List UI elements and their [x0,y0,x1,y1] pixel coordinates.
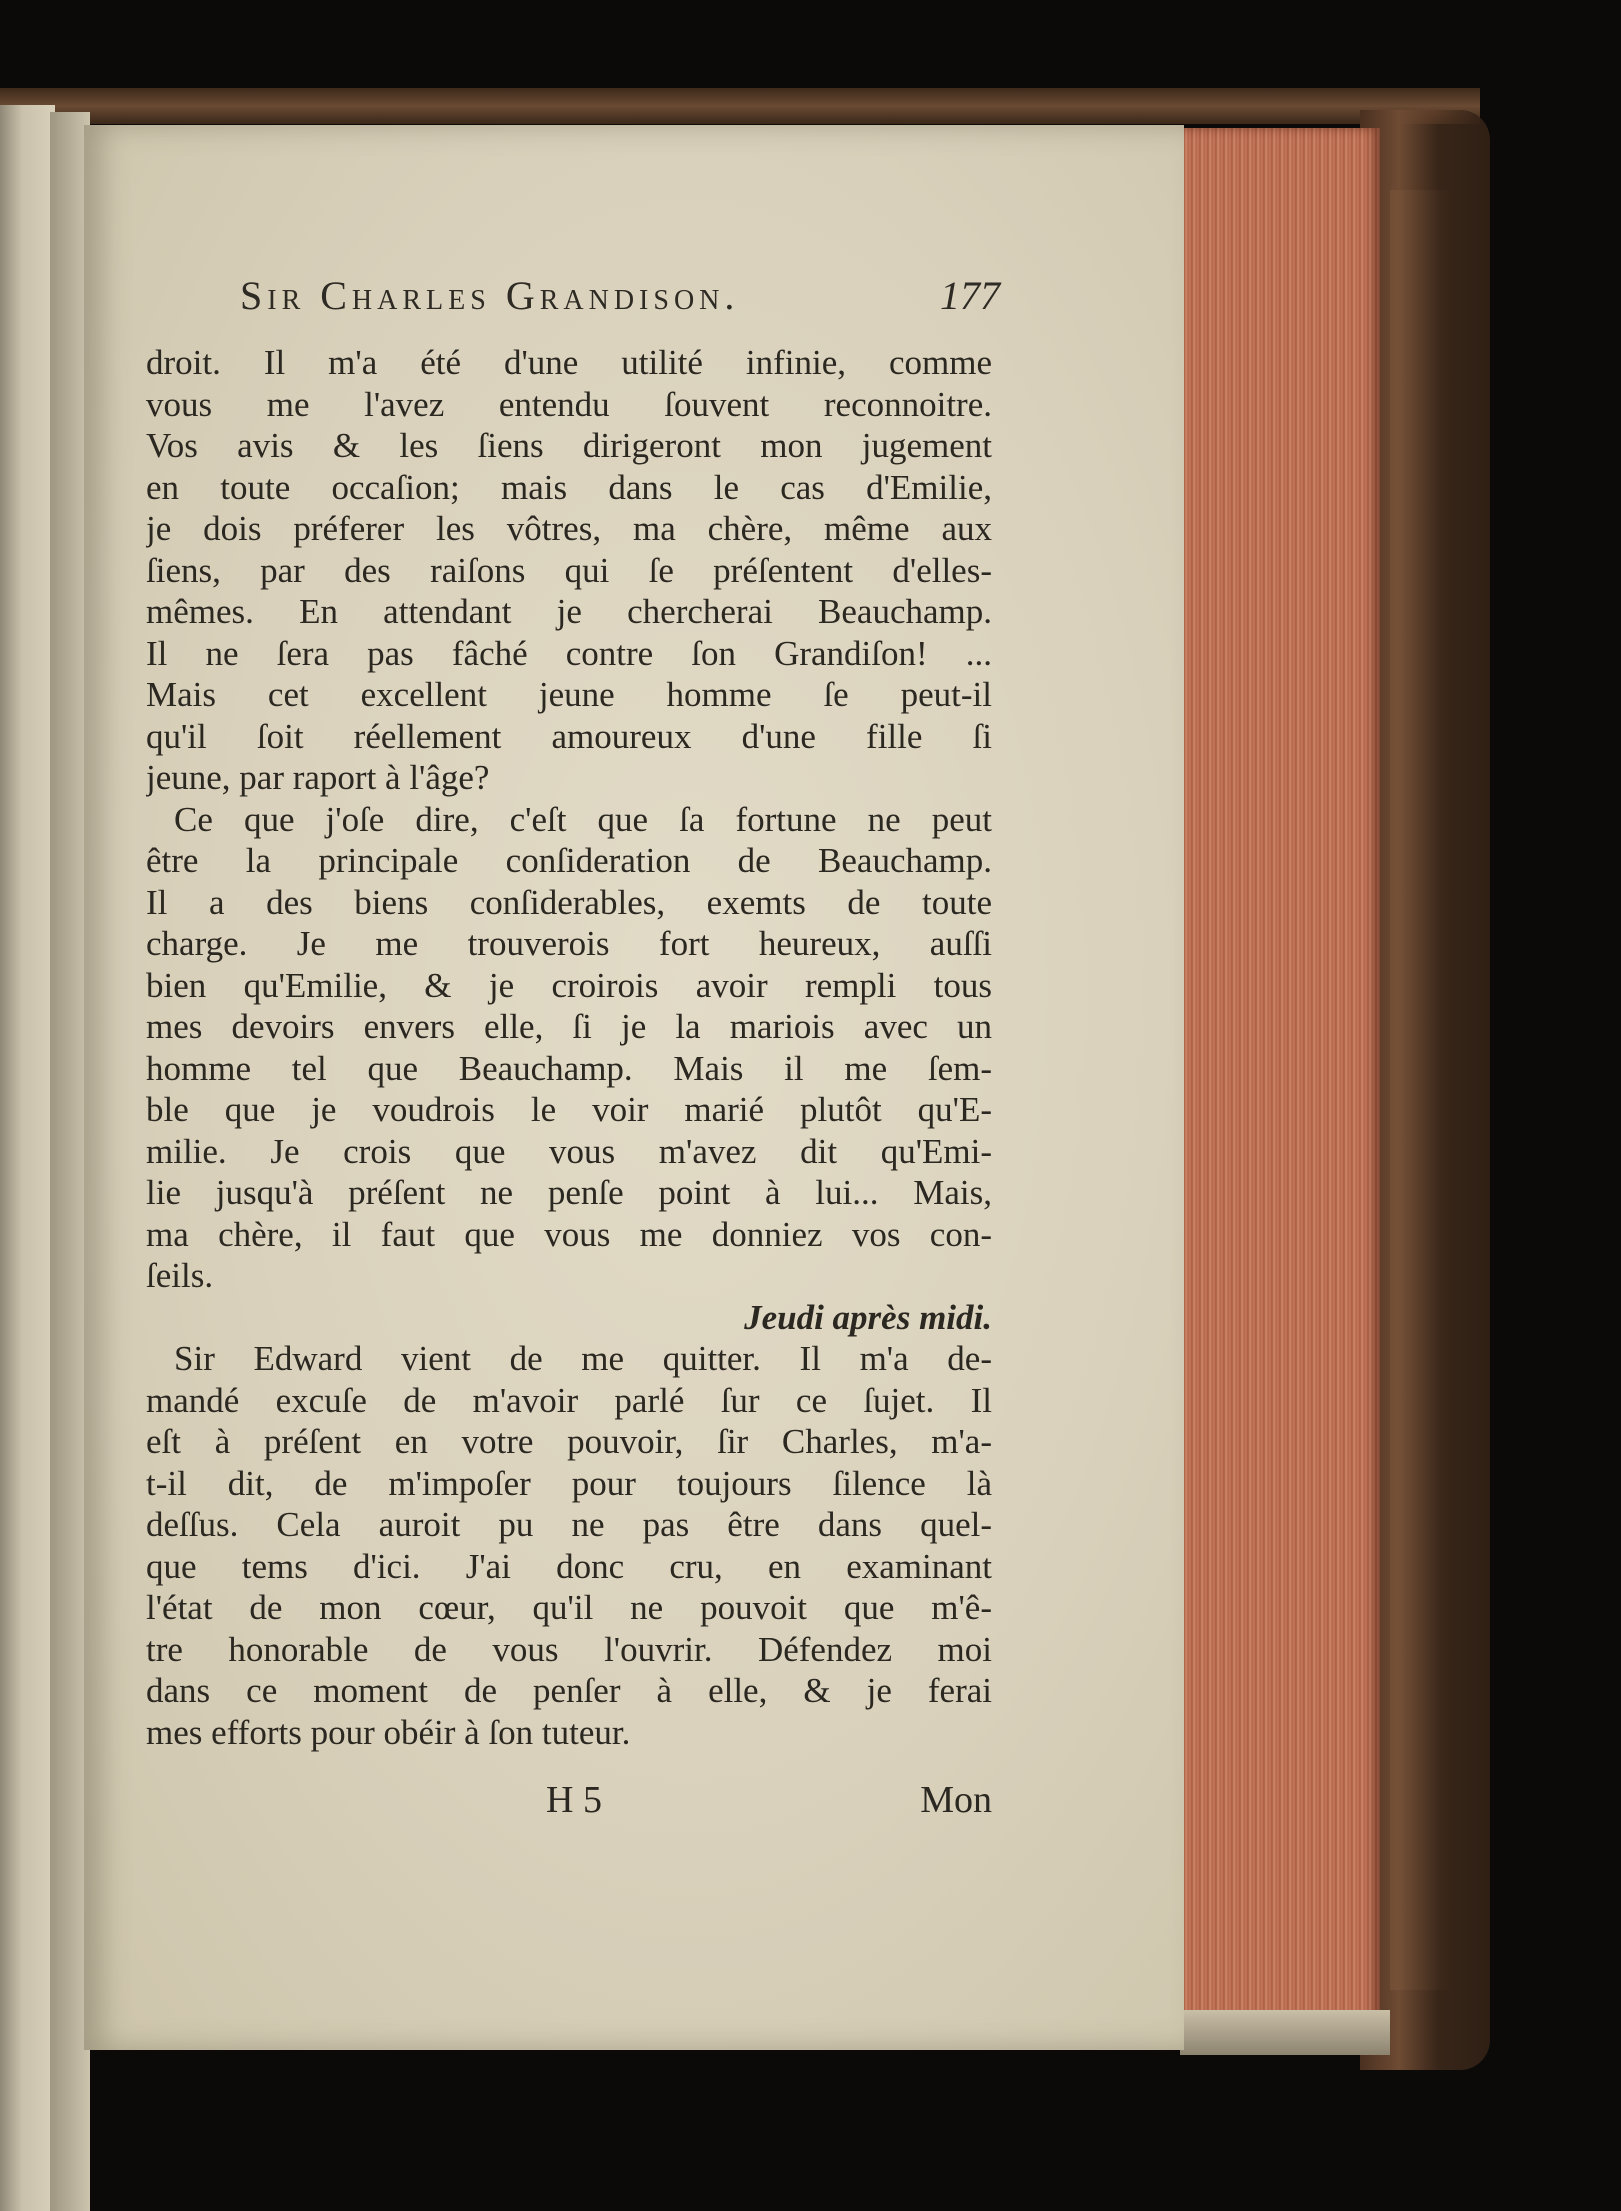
page-fore-edge [1180,128,1380,2028]
text-line: je dois préferer les vôtres, ma chère, même aux [146,509,992,548]
text-line: Ce que j'oſe dire, c'eſt que ſa fortune ne peut [174,799,992,839]
text-line: milie. Je crois que vous m'avez dit qu'Emi- [146,1131,992,1171]
text-line: tre honorable de vous l'ouvrir. Défendez moi [146,1629,992,1669]
facing-page-edge [0,105,55,2211]
text-line: jeune, par raport à l'âge? [146,758,490,797]
text-line: t-il dit, de m'impoſer pour toujours ſilence là [146,1463,992,1503]
text-line: droit. Il m'a été d'une utilité infinie, comme [146,343,992,382]
signature-mark: H 5 [546,1779,602,1821]
text-line: mes devoirs envers elle, ſi je la mariois avec un [146,1007,992,1046]
text-line: charge. Je me trouverois fort heureux, auſſi [146,924,992,963]
text-line: eſt à préſent en votre pouvoir, ſir Charles, m'a- [146,1422,992,1461]
text-line: Il a des biens conſiderables, exemts de toute [146,882,992,922]
text-line: mêmes. En attendant je chercherai Beauchamp. [146,592,992,631]
running-head-title: Sir Charles Grandison. [240,273,740,318]
text-line: Vos avis & les ſiens dirigeront mon jugement [146,426,992,465]
text-line: qu'il ſoit réellement amoureux d'une fille ſi [146,716,992,756]
text-line: Mais cet excellent jeune homme ſe peut-il [146,675,992,714]
text-line: vous me l'avez entendu ſouvent reconnoitre. [146,384,992,424]
page-footer [146,1778,992,1838]
text-line: lie jusqu'à préſent ne penſe point à lui... Mais, [146,1173,992,1212]
text-line: que tems d'ici. J'ai donc cru, en examinant [146,1546,992,1586]
text-line: ſiens, par des raiſons qui ſe préſentent d'elles- [146,550,992,590]
text-line: en toute occaſion; mais dans le cas d'Emilie, [146,467,992,507]
text-line: ma chère, il faut que vous me donniez vos con- [146,1214,992,1254]
text-line: Il ne ſera pas fâché contre ſon Grandiſon! ... [146,633,992,673]
running-head [240,272,1000,332]
page-number: 177 [940,273,1000,318]
text-line: ſeils. [146,1256,214,1295]
text-line: bien qu'Emilie, & je croirois avoir rempli tous [146,965,992,1005]
book-cover-top-edge [0,88,1480,124]
text-line: deſſus. Cela auroit pu ne pas être dans quel- [146,1505,992,1544]
page-bottom-edge [1180,2010,1390,2055]
text-line: l'état de mon cœur, qu'il ne pouvoit que m'ê- [146,1588,992,1627]
text-line: ble que je voudrois le voir marié plutôt qu'E- [146,1090,992,1129]
text-line: mes efforts pour obéir à ſon tuteur. [146,1712,631,1752]
text-line: homme tel que Beauchamp. Mais il me ſem- [146,1048,992,1088]
text-line: Sir Edward vient de me quitter. Il m'a de- [174,1339,992,1378]
catchword: Mon [920,1779,992,1821]
text-line: dans ce moment de penſer à elle, & je ferai [146,1671,992,1710]
text-line: être la principale conſideration de Beauchamp. [146,841,992,880]
page-body-text [146,342,992,1753]
text-line: mandé excuſe de m'avoir parlé ſur ce ſujet. Il [146,1380,992,1420]
date-heading: Jeudi après midi. [744,1297,992,1337]
